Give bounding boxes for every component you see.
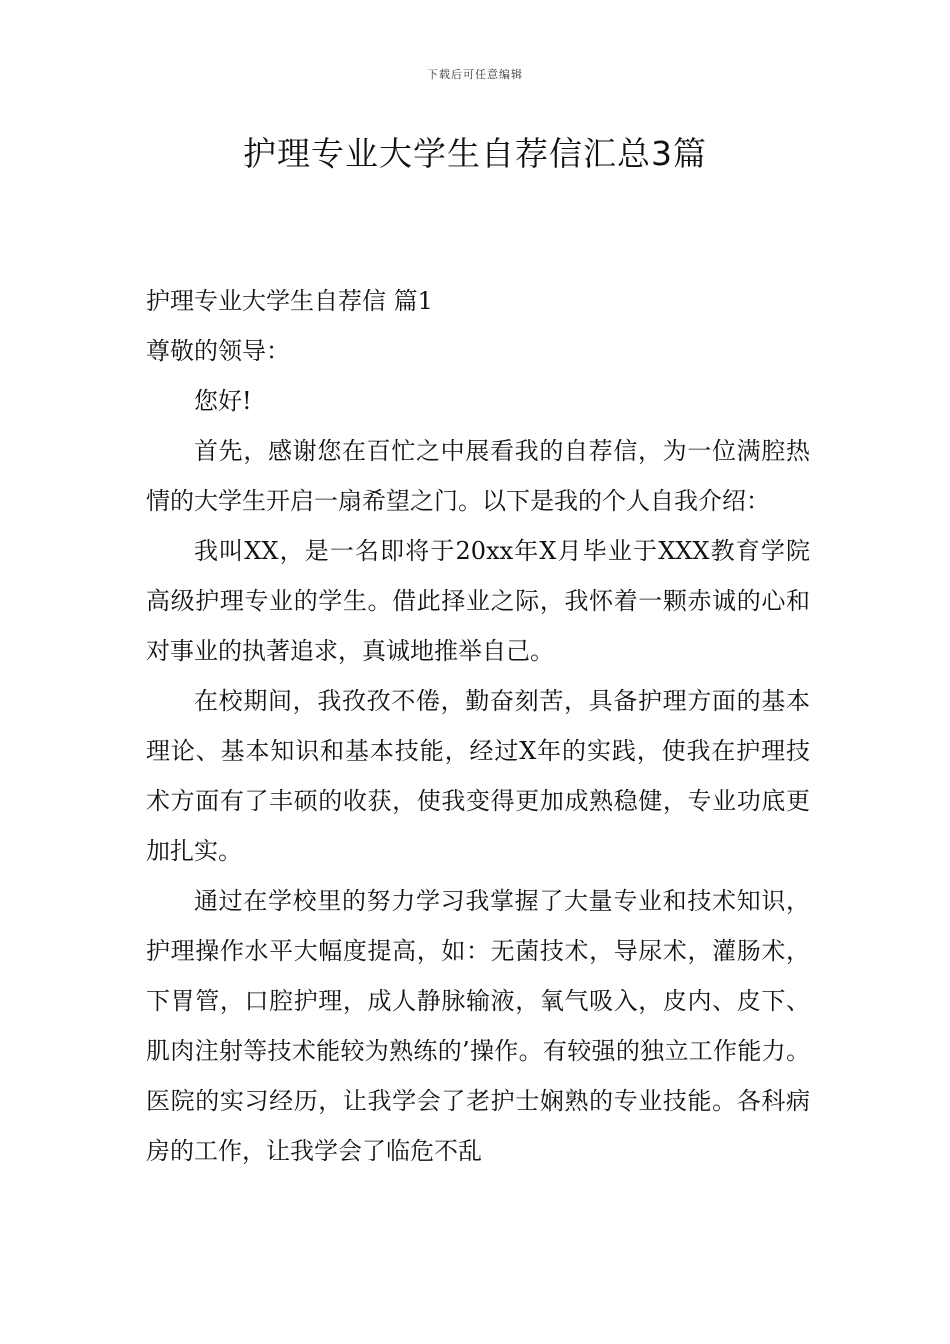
letter-body xyxy=(146,276,810,1176)
paragraph-4: 通过在学校里的努力学习我掌握了大量专业和技术知识，护理操作水平大幅度提高，如：无菌技术，导尿术，灌肠术，下胃管，口腔护理，成人静脉输液，氧气吸入，皮内、皮下、肌肉注射等技术能较为熟练的’操作。有较强的独立工作能力。医院的实习经历，让我学会了老护士娴熟的专业技能。各科病房的工作，让我学会了临危不乱 xyxy=(146,887,810,1165)
paragraph-3: 在校期间，我孜孜不倦，勤奋刻苦，具备护理方面的基本理论、基本知识和基本技能，经过X年的实践，使我在护理技术方面有了丰硕的收获，使我变得更加成熟稳健，专业功底更加扎实。 xyxy=(146,687,810,865)
document-title: 护理专业大学生自荐信汇总3篇 xyxy=(243,134,707,173)
paragraph-2: 我叫XX，是一名即将于20xx年X月毕业于XXX教育学院高级护理专业的学生。借此择业之际，我怀着一颗赤诚的心和对事业的执著追求，真诚地推举自己。 xyxy=(146,537,810,665)
salutation: 尊敬的领导： xyxy=(146,337,290,365)
section-heading: 护理专业大学生自荐信 篇1 xyxy=(146,287,433,315)
header-note: 下载后可任意编辑 xyxy=(427,68,523,81)
greeting: 您好! xyxy=(194,387,252,415)
paragraph-1: 首先，感谢您在百忙之中展看我的自荐信，为一位满腔热情的大学生开启一扇希望之门。以下是我的个人自我介绍： xyxy=(146,437,810,515)
